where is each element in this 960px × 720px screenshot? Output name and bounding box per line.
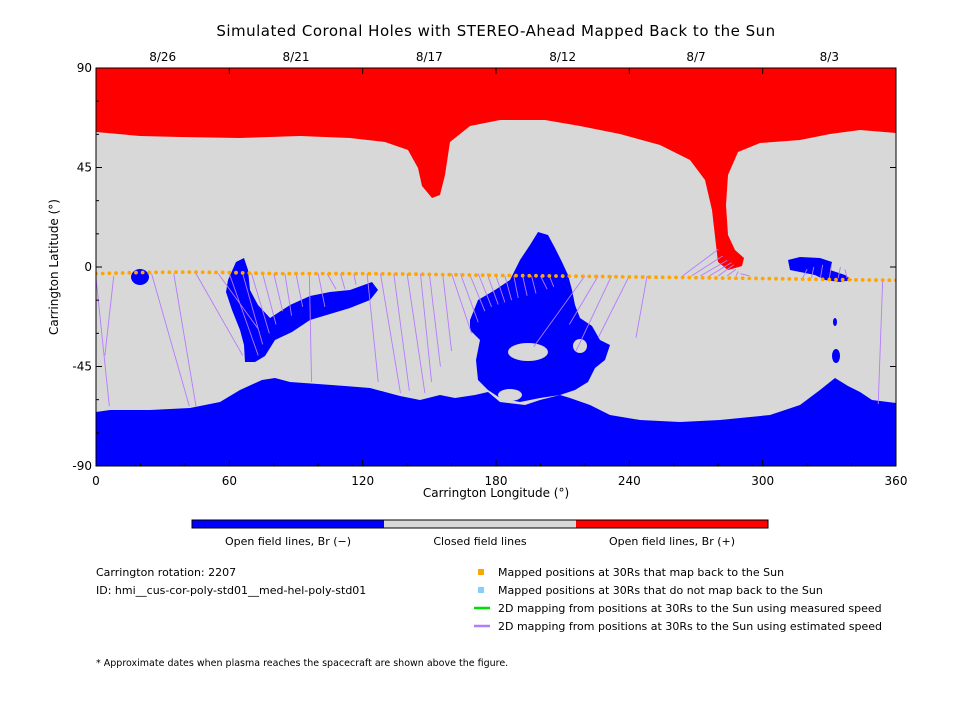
mapped-position-point [241, 271, 245, 275]
mapped-position-point [127, 271, 131, 275]
mapped-position-point [721, 276, 725, 280]
mapped-position-point [654, 275, 658, 279]
mapped-position-point [574, 274, 578, 278]
mapped-position-point [247, 271, 251, 275]
closed-field-region [508, 343, 548, 361]
mapped-position-point [474, 273, 478, 277]
legend-marker-mapped [478, 569, 484, 575]
mapped-position-point [214, 270, 218, 274]
mapped-position-point [794, 277, 798, 281]
colorbar [192, 520, 768, 548]
mapped-position-point [607, 275, 611, 279]
mapped-position-point [594, 275, 598, 279]
mapped-position-point [394, 272, 398, 276]
top-date-label: 8/3 [819, 50, 839, 64]
mapped-position-point [354, 272, 358, 276]
mapped-position-point [107, 271, 111, 275]
legend-label-measured-speed: 2D mapping from positions at 30Rs to the Sun using measured speed [498, 602, 882, 615]
mapped-position-point [141, 271, 145, 275]
mapped-position-point [781, 277, 785, 281]
mapped-position-point [547, 274, 551, 278]
negative-open-field-region [833, 318, 837, 326]
mapped-position-point [814, 277, 818, 281]
footnote: * Approximate dates when plasma reaches the spacecraft are shown above the figure. [96, 658, 509, 669]
mapped-position-point [887, 278, 891, 282]
x-tick-label: 0 [92, 474, 100, 488]
mapped-position-point [587, 274, 591, 278]
mapped-position-point [561, 274, 565, 278]
mapped-position-point [321, 272, 325, 276]
mapped-position-point [447, 273, 451, 277]
mapped-position-point [161, 270, 165, 274]
mapped-position-point [267, 272, 271, 276]
y-axis-label: Carrington Latitude (°) [47, 199, 61, 335]
legend-marker-not-mapped [478, 587, 484, 593]
mapped-position-point [101, 272, 105, 276]
top-date-axis [149, 50, 839, 64]
mapped-position-point [874, 278, 878, 282]
mapped-position-point [114, 271, 118, 275]
mapped-position-point [194, 270, 198, 274]
mapped-position-point [807, 277, 811, 281]
mapped-position-point [174, 270, 178, 274]
x-tick-label: 120 [351, 474, 375, 488]
mapped-position-point [787, 277, 791, 281]
mapped-position-point [567, 274, 571, 278]
mapped-position-point [761, 277, 765, 281]
negative-open-field-region [832, 349, 840, 363]
mapped-position-point [694, 276, 698, 280]
colorbar-closed [384, 520, 576, 528]
mapped-position-point [647, 275, 651, 279]
y-tick-label: -45 [72, 359, 92, 374]
mapped-position-point [687, 276, 691, 280]
x-tick-label: 180 [484, 474, 508, 488]
mapped-position-point [521, 274, 525, 278]
mapped-position-point [861, 278, 865, 282]
x-tick-label: 360 [884, 474, 908, 488]
mapped-position-point [381, 272, 385, 276]
mapped-position-point [534, 274, 538, 278]
map-area [94, 68, 898, 466]
y-tick-label: 90 [76, 61, 92, 75]
mapped-position-point [367, 272, 371, 276]
mapped-position-point [301, 272, 305, 276]
mapped-position-point [207, 270, 211, 274]
mapped-position-point [441, 273, 445, 277]
mapped-position-point [481, 273, 485, 277]
mapped-position-point [641, 275, 645, 279]
legend-label-not-mapped: Mapped positions at 30Rs that do not map back to the Sun [498, 584, 823, 597]
mapped-position-point [261, 271, 265, 275]
mapped-position-point [674, 276, 678, 280]
mapped-position-point [281, 272, 285, 276]
mapped-position-point [341, 272, 345, 276]
mapped-position-point [201, 270, 205, 274]
mapped-position-point [454, 273, 458, 277]
mapped-position-point [601, 275, 605, 279]
legend-label-mapped: Mapped positions at 30Rs that map back to the Sun [498, 566, 785, 579]
mapped-position-point [401, 272, 405, 276]
mapped-position-point [221, 271, 225, 275]
mapped-position-point [541, 274, 545, 278]
mapped-position-point [361, 272, 365, 276]
mapped-position-point [501, 274, 505, 278]
mapped-position-point [707, 276, 711, 280]
closed-field-region [498, 389, 522, 401]
y-tick-label: -90 [72, 459, 92, 473]
mapped-position-point [494, 274, 498, 278]
mapped-position-point [334, 272, 338, 276]
mapped-position-point [821, 277, 825, 281]
closed-field-region [573, 339, 587, 353]
x-axis-label: Carrington Longitude (°) [422, 486, 570, 500]
mapped-position-point [681, 276, 685, 280]
mapped-position-point [427, 273, 431, 277]
mapped-position-point [754, 277, 758, 281]
mapped-position-point [881, 278, 885, 282]
mapped-position-point [414, 272, 418, 276]
mapped-position-point [527, 274, 531, 278]
mapped-position-point [507, 274, 511, 278]
mapped-position-point [714, 276, 718, 280]
map-id-label: ID: hmi__cus-cor-poly-std01__med-hel-poly-std01 [96, 584, 367, 597]
colorbar-label-closed: Closed field lines [433, 535, 527, 548]
mapped-position-point [467, 273, 471, 277]
mapped-position-point [307, 272, 311, 276]
mapped-position-point [621, 275, 625, 279]
mapped-position-point [727, 276, 731, 280]
chart-title: Simulated Coronal Holes with STEREO-Ahead Mapped Back to the Sun [216, 22, 776, 40]
x-tick-label: 60 [221, 474, 237, 488]
y-tick-label: 0 [84, 260, 92, 274]
mapped-position-point [801, 277, 805, 281]
mapped-position-point [834, 278, 838, 282]
mapped-position-point [374, 272, 378, 276]
negative-open-field-region [131, 269, 149, 285]
mapped-position-point [234, 271, 238, 275]
mapped-position-point [734, 276, 738, 280]
mapped-position-point [627, 275, 631, 279]
mapped-position-point [827, 278, 831, 282]
mapped-position-point [841, 278, 845, 282]
mapped-position-point [421, 272, 425, 276]
x-tick-label: 300 [751, 474, 775, 488]
mapped-position-point [254, 271, 258, 275]
top-date-label: 8/12 [549, 50, 577, 64]
colorbar-label-open-negative: Open field lines, Br (−) [224, 535, 352, 548]
top-date-label: 8/7 [686, 50, 706, 64]
mapped-position-point [147, 271, 151, 275]
mapped-position-point [154, 270, 158, 274]
top-date-label: 8/26 [149, 50, 177, 64]
mapped-position-point [847, 278, 851, 282]
mapped-position-point [134, 271, 138, 275]
mapped-position-point [661, 275, 665, 279]
mapped-position-point [514, 274, 518, 278]
mapped-position-point [347, 272, 351, 276]
mapped-position-point [327, 272, 331, 276]
mapped-position-point [294, 272, 298, 276]
colorbar-open-positive [576, 520, 768, 528]
top-date-label: 8/17 [415, 50, 443, 64]
mapped-position-point [121, 271, 125, 275]
mapped-position-point [741, 276, 745, 280]
mapped-position-point [747, 276, 751, 280]
mapped-position-point [167, 270, 171, 274]
mapped-position-point [187, 270, 191, 274]
mapped-position-point [614, 275, 618, 279]
mapped-position-point [581, 274, 585, 278]
mapped-position-point [854, 278, 858, 282]
mapped-position-point [701, 276, 705, 280]
x-tick-label: 240 [617, 474, 641, 488]
mapped-position-point [407, 272, 411, 276]
mapped-position-point [487, 273, 491, 277]
legend-label-estimated-speed: 2D mapping from positions at 30Rs to the Sun using estimated speed [498, 620, 883, 633]
mapped-position-point [634, 275, 638, 279]
mapped-position-point [774, 277, 778, 281]
mapped-position-point [461, 273, 465, 277]
mapped-position-point [387, 272, 391, 276]
mapped-position-point [767, 277, 771, 281]
mapped-position-point [554, 274, 558, 278]
legend [474, 566, 882, 633]
mapped-position-point [314, 272, 318, 276]
mapped-position-point [667, 275, 671, 279]
mapped-position-point [181, 270, 185, 274]
mapped-position-point [274, 272, 278, 276]
mapped-position-point [227, 271, 231, 275]
y-tick-label: 45 [76, 160, 92, 175]
colorbar-open-negative [192, 520, 384, 528]
carrington-rotation-label: Carrington rotation: 2207 [96, 566, 237, 579]
top-date-label: 8/21 [282, 50, 310, 64]
mapped-position-point [867, 278, 871, 282]
mapped-position-point [287, 272, 291, 276]
colorbar-label-open-positive: Open field lines, Br (+) [608, 535, 736, 548]
mapped-position-point [434, 273, 438, 277]
